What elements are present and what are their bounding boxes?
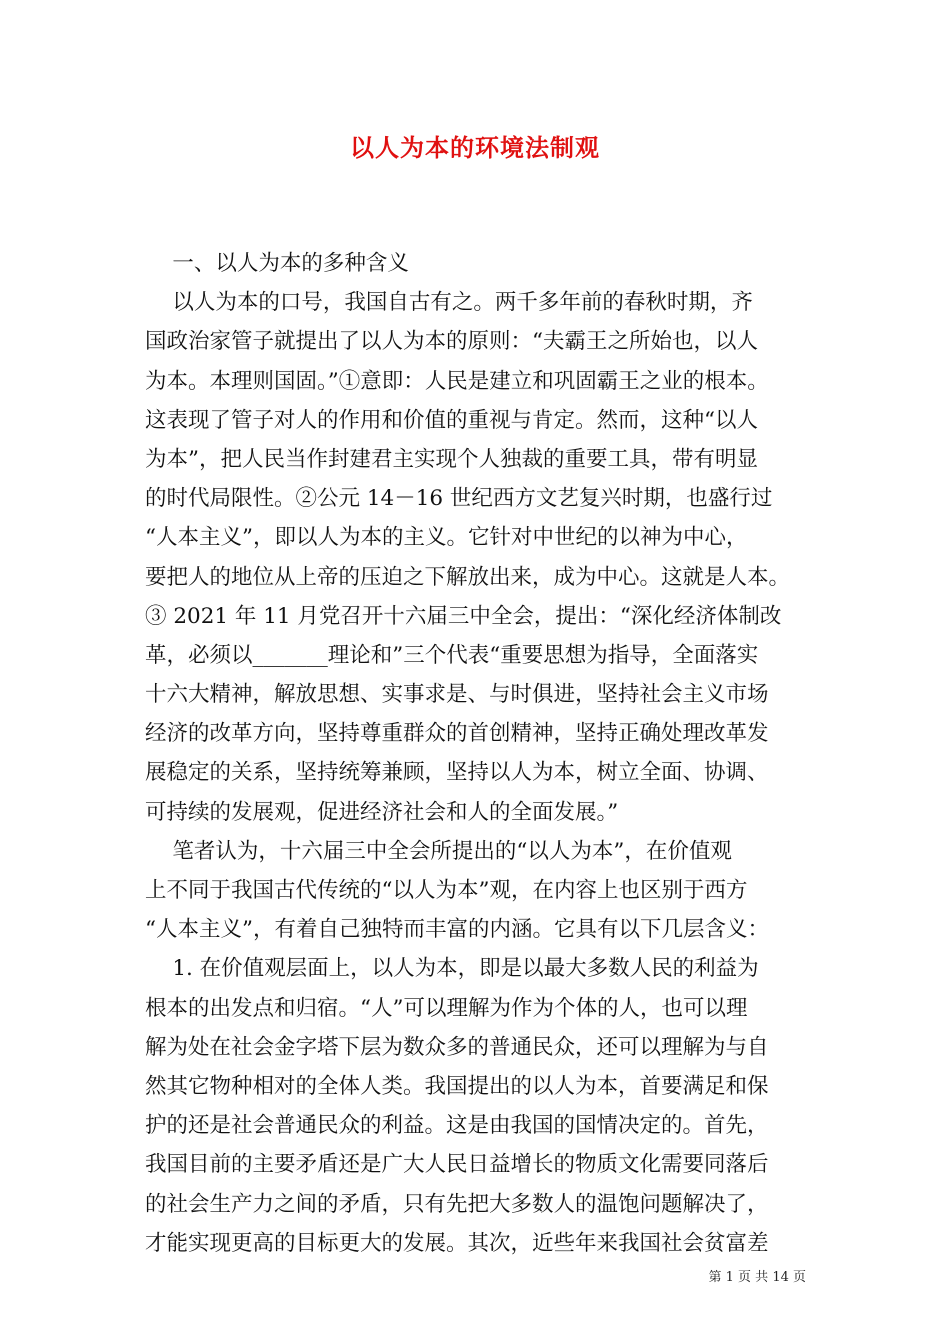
text-line: 然其它物种相对的全体人类。我国提出的以人为本，首要满足和保	[145, 1073, 769, 1099]
text-line: 国政治家管子就提出了以人为本的原则：“夫霸王之所始也，以人	[145, 329, 758, 355]
page-number: 第 1 页 共 14 页	[708, 1270, 806, 1285]
text-line: ③ 2021 年 11 月党召开十六届三中全会，提出：“深化经济体制改	[145, 603, 782, 629]
text-line: 1. 在价值观层面上，以人为本，即是以最大多数人民的利益为	[145, 956, 759, 982]
text-line: 要把人的地位从上帝的压迫之下解放出来，成为中心。这就是人本。	[145, 564, 791, 590]
text-line: 这表现了管子对人的作用和价值的重视与肯定。然而，这种“以人	[145, 407, 758, 433]
text-line: 可持续的发展观，促进经济社会和人的全面发展。”	[145, 799, 619, 825]
text-line: 革，必须以_______理论和”三个代表“重要思想为指导，全面落实	[145, 642, 759, 668]
text-line: 的时代局限性。②公元 14－16 世纪西方文艺复兴时期，也盛行过	[145, 486, 773, 512]
text-line: 为本”，把人民当作封建君主实现个人独裁的重要工具，带有明显	[145, 446, 758, 472]
document-body	[145, 244, 805, 1263]
text-line: 展稳定的关系，坚持统筹兼顾，坚持以人为本，树立全面、协调、	[145, 760, 769, 786]
text-line: 我国目前的主要矛盾还是广大人民日益增长的物质文化需要同落后	[145, 1152, 769, 1178]
text-line: 以人为本的口号，我国自古有之。两千多年前的春秋时期，齐	[145, 290, 753, 316]
text-line: 笔者认为，十六届三中全会所提出的“以人为本”，在价值观	[145, 838, 732, 864]
text-line: 根本的出发点和归宿。“人”可以理解为作为个体的人，也可以理	[145, 995, 748, 1021]
text-line: 解为处在社会金字塔下层为数众多的普通民众，还可以理解为与自	[145, 1034, 769, 1060]
document-title: 以人为本的环境法制观	[350, 133, 600, 162]
text-line: 上不同于我国古代传统的“以人为本”观，在内容上也区别于西方	[145, 878, 748, 903]
text-line: 十六大精神，解放思想、实事求是、与时俱进，坚持社会主义市场	[145, 682, 769, 708]
text-line: 为本。本理则国固。”①意即：人民是建立和巩固霸王之业的根本。	[145, 368, 769, 394]
text-line: 一、以人为本的多种含义	[145, 251, 409, 276]
text-line: 才能实现更高的目标更大的发展。其次，近些年来我国社会贫富差	[145, 1230, 769, 1256]
text-line: “人本主义”，即以人为本的主义。它针对中世纪的以神为中心，	[145, 525, 748, 551]
text-line: “人本主义”，有着自己独特而丰富的内涵。它具有以下几层含义：	[145, 917, 769, 943]
text-line: 的社会生产力之间的矛盾，只有先把大多数人的温饱问题解决了，	[145, 1191, 769, 1217]
text-line: 经济的改革方向，坚持尊重群众的首创精神，坚持正确处理改革发	[145, 721, 769, 747]
text-line: 护的还是社会普通民众的利益。这是由我国的国情决定的。首先，	[145, 1113, 769, 1139]
